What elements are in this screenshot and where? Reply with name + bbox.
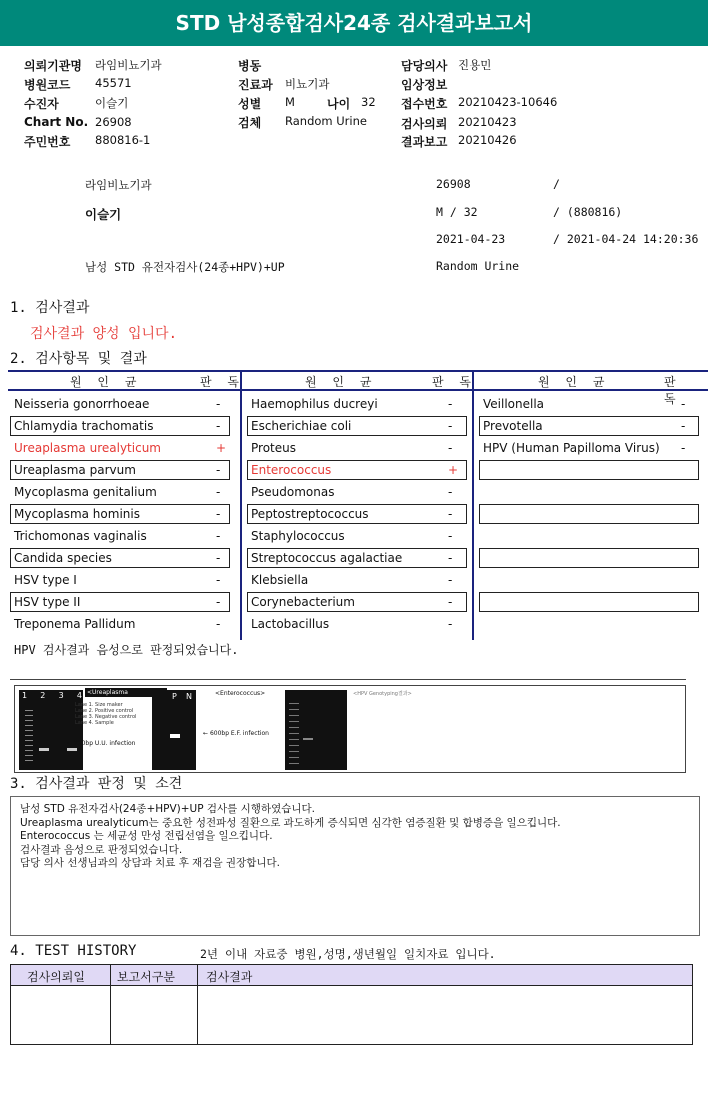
summary-slash: /	[553, 177, 560, 191]
result-row	[247, 614, 467, 634]
result-row	[479, 394, 699, 414]
organism-name: Escherichiae coli	[251, 419, 352, 433]
summary-chart: 26908	[436, 177, 471, 191]
organism-name: Trichomonas vaginalis	[14, 529, 147, 543]
result-negative: -	[216, 529, 221, 543]
label-age: 나이	[327, 97, 351, 111]
lane-label: 2	[40, 691, 46, 700]
result-negative: -	[681, 441, 686, 455]
label-ward: 병동	[238, 59, 262, 73]
legend-line: Lane 2. Positive control	[75, 708, 134, 714]
result-row	[247, 482, 467, 502]
value-receipt-no: 20210423-10646	[458, 95, 558, 109]
result-negative: -	[448, 397, 453, 411]
value-department: 비뇨기과	[285, 77, 330, 91]
value-hospital-code: 45571	[95, 76, 132, 90]
n-lane-label: N	[186, 692, 192, 701]
organism-name: Prevotella	[483, 419, 543, 433]
history-col-divider	[110, 965, 111, 1044]
result-row	[10, 482, 230, 502]
gel1-title: <Ureaplasma	[85, 688, 167, 697]
col3-header-name: 원 인 균	[538, 375, 611, 389]
value-specimen: Random Urine	[285, 114, 367, 128]
organism-name: Enterococcus	[251, 463, 332, 477]
result-negative: -	[448, 529, 453, 543]
label-clinical-info: 임상정보	[401, 78, 448, 92]
summary-sex-age: M / 32	[436, 205, 478, 219]
organism-name: Pseudomonas	[251, 485, 335, 499]
result-row	[247, 394, 467, 414]
result-positive: +	[448, 463, 459, 477]
organism-name: Chlamydia trachomatis	[14, 419, 154, 433]
value-chart-no: 26908	[95, 115, 132, 129]
label-chart-no: Chart No.	[24, 115, 89, 129]
result-row	[247, 460, 467, 480]
result-row	[10, 526, 230, 546]
history-header-type: 보고서구분	[117, 970, 175, 984]
label-request-date: 검사의뢰	[401, 117, 448, 131]
result-row	[247, 548, 467, 568]
organism-name: Neisseria gonorrhoeae	[14, 397, 150, 411]
ladder-lane	[25, 706, 33, 761]
section1-title: 1. 검사결과	[10, 300, 90, 316]
result-row	[479, 416, 699, 436]
result-row	[10, 416, 230, 436]
organism-name: Ureaplasma parvum	[14, 463, 136, 477]
result-negative: -	[448, 595, 453, 609]
result-negative: -	[216, 595, 221, 609]
gel-image-enterococcus	[152, 690, 196, 770]
organism-name: Streptococcus agalactiae	[251, 551, 403, 565]
interpretation-line: 담당 의사 선생님과의 상담과 치료 후 재검을 권장합니다.	[20, 857, 280, 869]
organism-name: Haemophilus ducreyi	[251, 397, 378, 411]
value-sex: M	[285, 95, 295, 109]
result-row	[10, 504, 230, 524]
gel3-title: <HPV Genotyping결과>	[353, 691, 412, 697]
summary-request-date: 2021-04-23	[436, 232, 506, 246]
column-divider-2	[472, 370, 474, 640]
label-sex: 성별	[238, 97, 262, 111]
organism-name: Klebsiella	[251, 573, 309, 587]
result-row	[10, 438, 230, 458]
organism-name: Mycoplasma genitalium	[14, 485, 157, 499]
result-row	[247, 526, 467, 546]
result-row	[10, 394, 230, 414]
result-row	[247, 416, 467, 436]
organism-name: Treponema Pallidum	[14, 617, 136, 631]
legend-line: Lane 4. Sample	[75, 720, 114, 726]
column-divider-1	[240, 370, 242, 640]
result-negative: -	[216, 485, 221, 499]
band	[67, 748, 77, 751]
value-age: 32	[361, 95, 376, 109]
result-negative: -	[448, 573, 453, 587]
table-top-rule	[8, 370, 708, 372]
result-row	[10, 460, 230, 480]
col2-header-name: 원 인 균	[305, 375, 378, 389]
result-positive: +	[216, 441, 227, 455]
band1-text: 220bp U.U. infection	[73, 740, 136, 747]
legend-line: Lane 1. Size maker	[75, 702, 123, 708]
lane-label: 3	[58, 691, 64, 700]
hpv-note: HPV 검사결과 음성으로 판정되었습니다.	[14, 643, 239, 657]
label-specimen: 검체	[238, 116, 262, 130]
value-resident-no: 880816-1	[95, 133, 151, 147]
result-positive-text: 검사결과 양성 입니다.	[30, 326, 178, 342]
result-negative: -	[216, 617, 221, 631]
band	[303, 738, 313, 740]
organism-name: Ureaplasma urealyticum	[14, 441, 161, 455]
summary-specimen: Random Urine	[436, 259, 520, 273]
interpretation-line: 검사결과 음성으로 판정되었습니다.	[20, 843, 183, 856]
result-row	[10, 570, 230, 590]
band2-label: ← 600bp E.F. infection	[203, 730, 269, 737]
result-negative: -	[216, 463, 221, 477]
value-request-date: 20210423	[458, 115, 517, 129]
col2-header-result: 판 독	[432, 375, 477, 389]
result-negative: -	[216, 551, 221, 565]
gel2-title: <Enterococcus>	[215, 690, 266, 697]
result-negative: -	[216, 419, 221, 433]
organism-name: Proteus	[251, 441, 296, 455]
result-row	[247, 592, 467, 612]
section2-title: 2. 검사항목 및 결과	[10, 351, 147, 367]
result-negative: -	[448, 419, 453, 433]
band	[170, 734, 180, 738]
history-header-result: 검사결과	[206, 970, 253, 984]
p-lane-label: P	[172, 692, 177, 701]
result-negative: -	[448, 551, 453, 565]
result-row	[247, 504, 467, 524]
result-row	[10, 548, 230, 568]
organism-name: Mycoplasma hominis	[14, 507, 140, 521]
result-negative: -	[448, 617, 453, 631]
value-requesting-clinic: 라임비뇨기과	[95, 58, 162, 72]
label-report-date: 결과보고	[401, 135, 448, 149]
summary-dob: / (880816)	[553, 205, 623, 219]
history-header-row	[11, 965, 692, 986]
divider-line	[10, 679, 686, 680]
value-patient: 이슬기	[95, 96, 129, 110]
label-doctor: 담당의사	[401, 59, 448, 73]
section3-title: 3. 검사결과 판정 및 소견	[10, 776, 183, 792]
summary-report-date: / 2021-04-24 14:20:36	[553, 232, 699, 246]
gel-image-hpv	[285, 690, 347, 770]
result-negative: -	[216, 573, 221, 587]
label-resident-no: 주민번호	[24, 135, 71, 149]
result-row	[247, 438, 467, 458]
empty-row-box	[479, 504, 699, 524]
value-doctor: 진용민	[458, 58, 492, 72]
legend-line: Lane 3. Negative control	[75, 714, 137, 720]
organism-name: Corynebacterium	[251, 595, 355, 609]
history-table	[10, 964, 693, 1045]
label-receipt-no: 접수번호	[401, 97, 448, 111]
label-department: 진료과	[238, 78, 273, 92]
result-row	[247, 570, 467, 590]
result-negative: -	[448, 441, 453, 455]
empty-row-box	[479, 460, 699, 480]
result-negative: -	[681, 397, 686, 411]
summary-name: 이슬기	[85, 207, 122, 222]
result-row	[10, 592, 230, 612]
result-negative: -	[216, 397, 221, 411]
section4-title: 4. TEST HISTORY	[10, 943, 137, 959]
interpretation-line: 남성 STD 유전자검사(24종+HPV)+UP 검사를 시행하였습니다.	[20, 803, 316, 815]
organism-name: HPV (Human Papilloma Virus)	[483, 441, 660, 455]
gel-legend	[75, 702, 136, 726]
band	[39, 748, 49, 751]
col1-header-result: 판 독	[200, 375, 245, 389]
history-note: 2년 이내 자료중 병원,성명,생년월일 일치자료 입니다.	[200, 947, 496, 961]
result-negative: -	[681, 419, 686, 433]
result-negative: -	[448, 507, 453, 521]
organism-name: Lactobacillus	[251, 617, 330, 631]
label-requesting-clinic: 의뢰기관명	[24, 59, 82, 73]
ladder-lane	[289, 698, 299, 764]
label-hospital-code: 병원코드	[24, 78, 71, 92]
interpretation-line: Enterococcus 는 세균성 만성 전립선염을 일으킵니다.	[20, 830, 273, 842]
empty-row-box	[479, 592, 699, 612]
lane-label: 1	[22, 691, 28, 700]
gel-image-panel	[14, 685, 686, 773]
col1-header-name: 원 인 균	[70, 375, 143, 389]
result-row	[479, 438, 699, 458]
empty-row-box	[479, 548, 699, 568]
interpretation-box	[10, 796, 700, 936]
result-negative: -	[216, 507, 221, 521]
gel-image-ureaplasma	[19, 690, 83, 770]
summary-test-name: 남성 STD 유전자검사(24종+HPV)+UP	[85, 260, 285, 274]
organism-name: Veillonella	[483, 397, 545, 411]
lane-label: 4	[76, 691, 82, 700]
history-col-divider	[197, 965, 198, 1044]
band1-label: ← 220bp U.U. infection	[67, 740, 136, 747]
interpretation-line: Ureaplasma urealyticum는 중요한 성전파성 질환으로 과도하게 증식되면 심각한 염증질환 및 합병증을 일으킵니다.	[20, 816, 561, 829]
result-negative: -	[448, 485, 453, 499]
value-report-date: 20210426	[458, 133, 517, 147]
organism-name: HSV type I	[14, 573, 77, 587]
report-title: STD 남성종합검사24종 검사결과보고서	[175, 11, 533, 35]
result-row	[10, 614, 230, 634]
band2-text: 600bp E.F. infection	[209, 730, 269, 737]
organism-name: HSV type II	[14, 595, 81, 609]
organism-name: Candida species	[14, 551, 112, 565]
history-header-date: 검사의뢰일	[27, 970, 85, 984]
col3-header-result: 판 독	[664, 375, 682, 406]
label-patient: 수진자	[24, 97, 59, 111]
summary-clinic: 라임비뇨기과	[85, 178, 152, 192]
organism-name: Staphylococcus	[251, 529, 345, 543]
organism-name: Peptostreptococcus	[251, 507, 369, 521]
